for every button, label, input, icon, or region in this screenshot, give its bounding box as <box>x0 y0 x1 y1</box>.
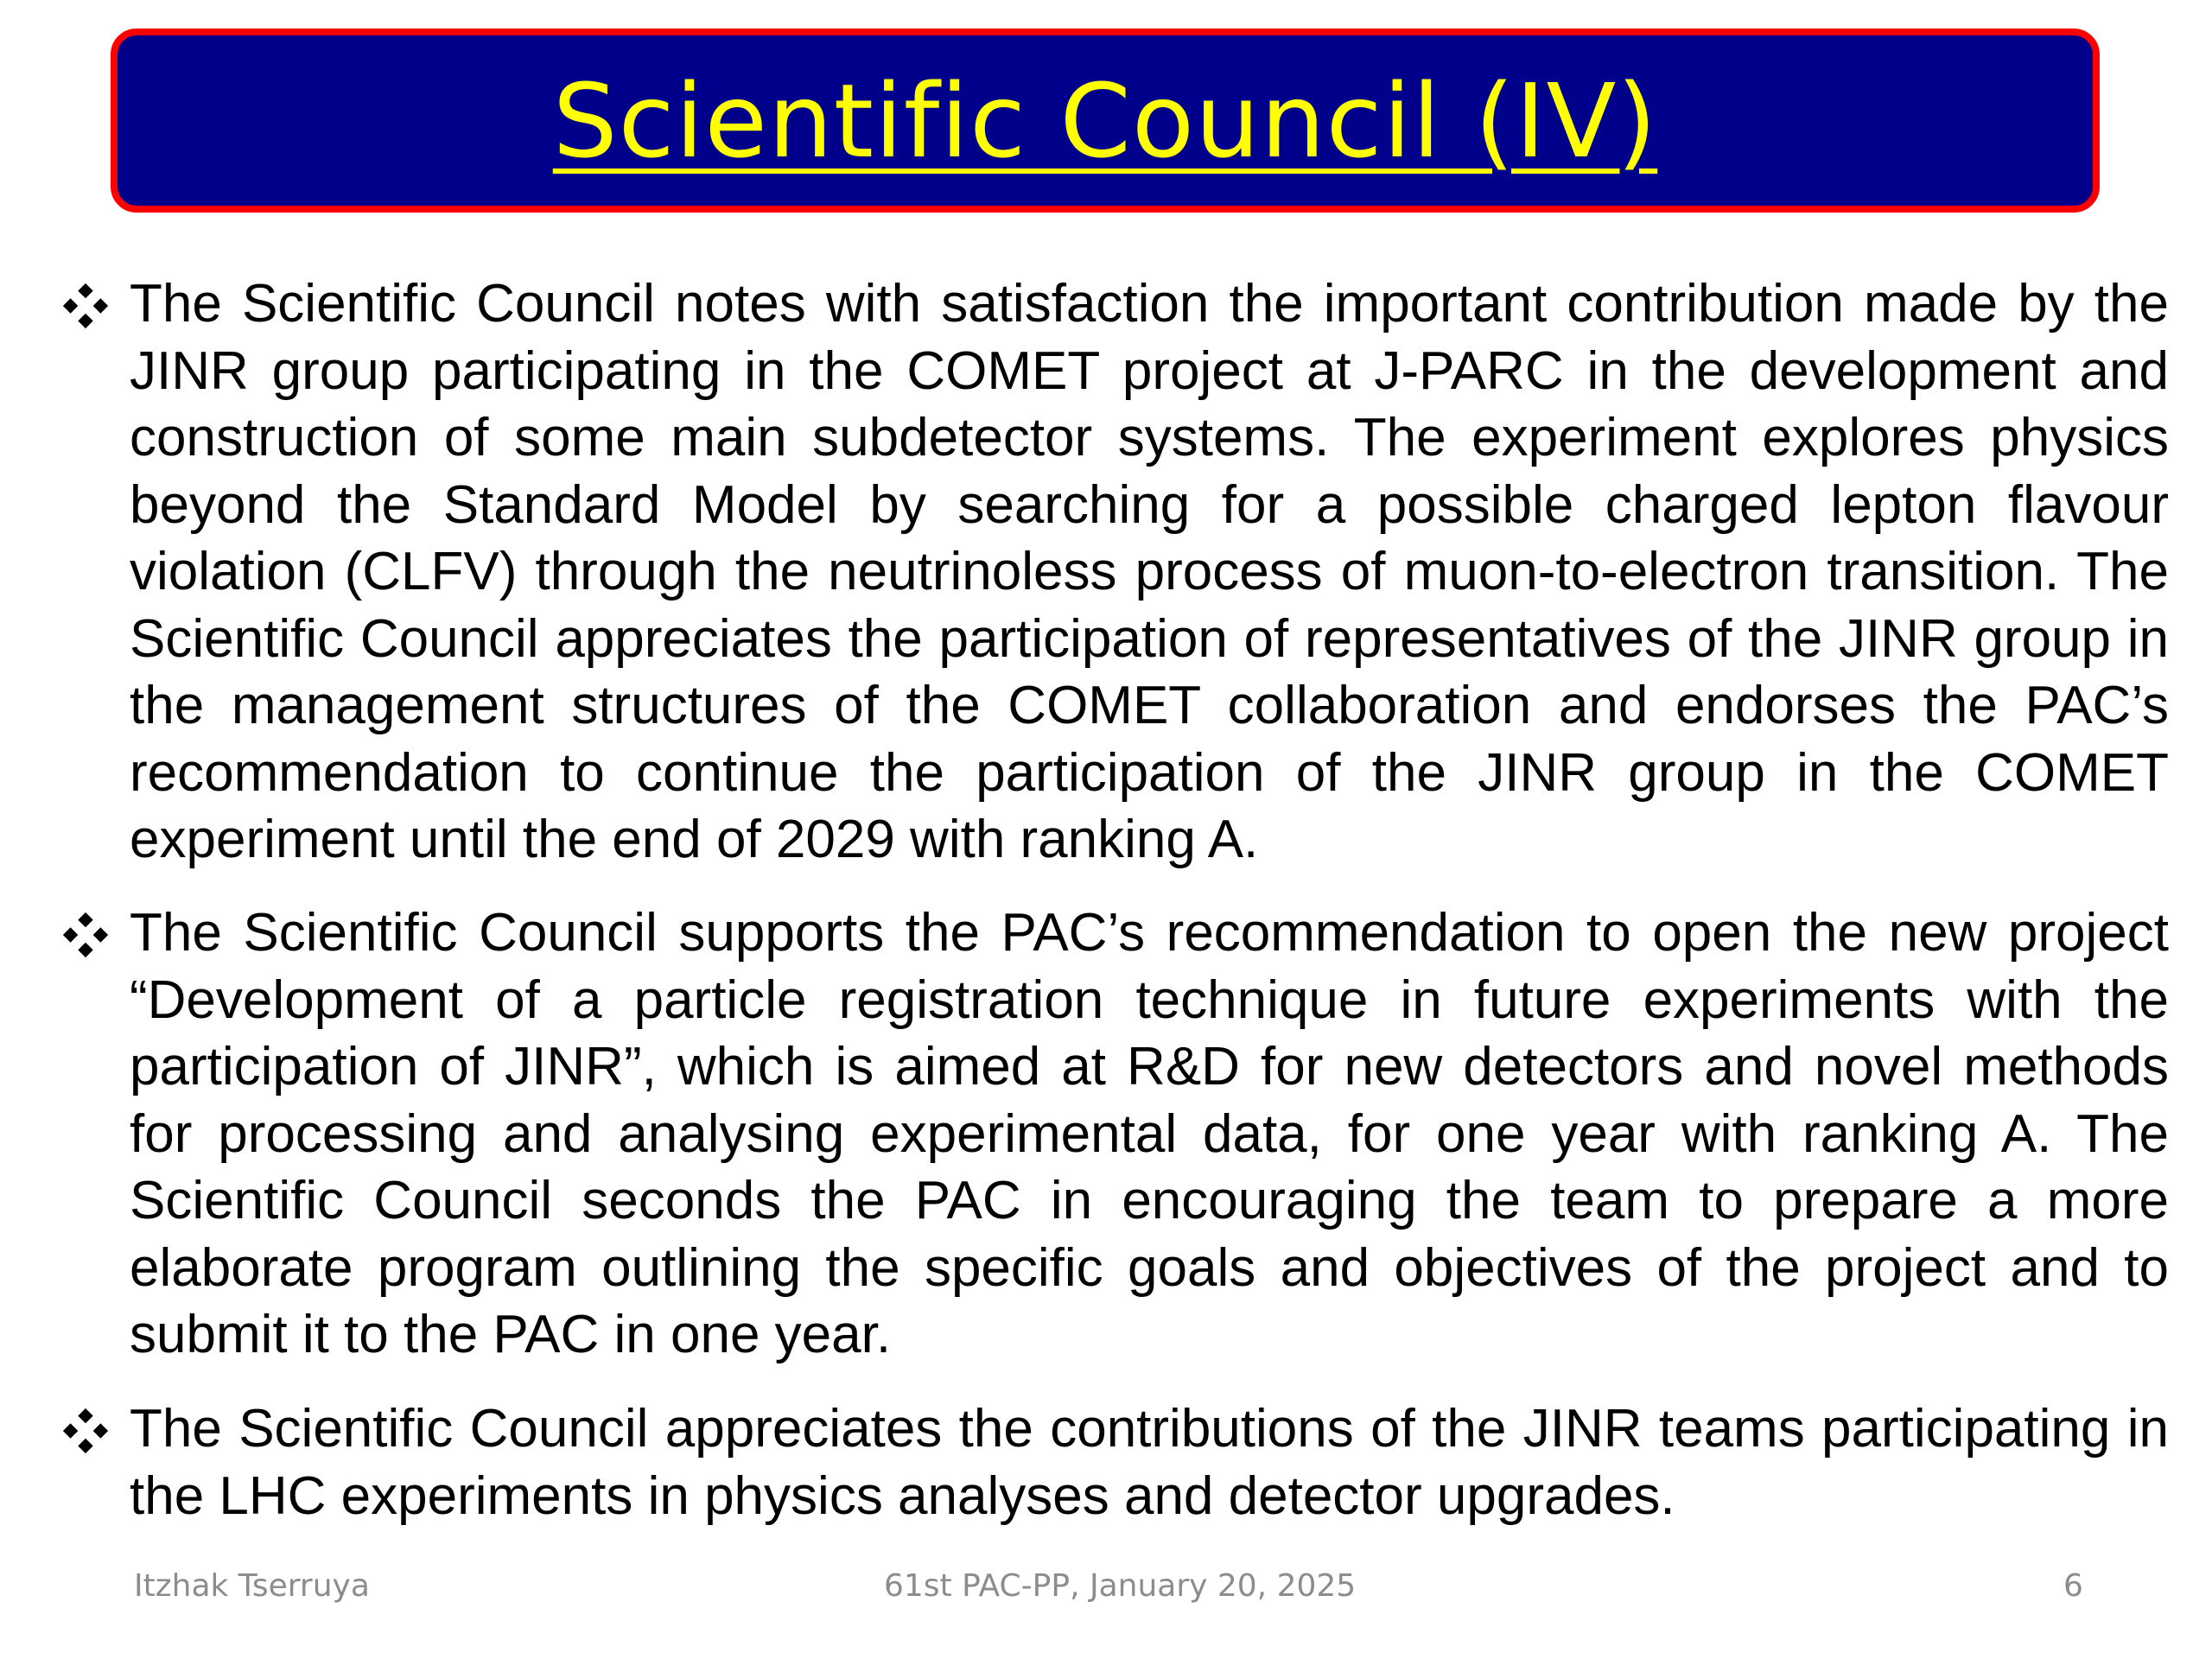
four-diamond-star-icon <box>60 281 111 331</box>
bullet-text: The Scientific Council notes with satisfaction the important contribution made by the JINR group participating in the COMET project at J-PARC in the development and construction of some main subdetector systems. The experiment explores physics beyond the Standard Model by searching for a possible charged lepton flavour violation (CLFV) through the neutrinoless process of muon-to-electron transition. The Scientific Council appreciates the participation of representatives of the JINR group in the management structures of the COMET collaboration and endorses the PAC’s recommendation to continue the participation of the JINR group in the COMET experiment until the end of 2029 with ranking A. <box>130 274 2169 869</box>
footer-event: 61st PAC-PP, January 20, 2025 <box>884 1568 1357 1604</box>
bullet-text: The Scientific Council appreciates the contributions of the JINR teams participating in the LHC experiments in physics analyses and detector upgrades. <box>130 1399 2169 1526</box>
footer-author: Itzhak Tserruya <box>134 1568 370 1604</box>
four-diamond-star-icon <box>60 1406 111 1456</box>
four-diamond-star-icon <box>60 910 111 960</box>
bullet-item <box>60 1395 2169 1529</box>
title-banner <box>111 29 2100 213</box>
slide-title: Scientific Council (IV) <box>552 60 1658 181</box>
bullet-item <box>60 270 2169 874</box>
bullet-text: The Scientific Council supports the PAC’s recommendation to open the new project “Development of a particle registration technique in future experiments with the participation of JINR”, which is aimed at R&D for new detectors and novel methods for processing and analysing experimental data, for one year with ranking A. The Scientific Council seconds the PAC in encouraging the team to prepare a more elaborate program outlining the specific goals and objectives of the project and to submit it to the PAC in one year. <box>130 903 2169 1364</box>
footer-page-number: 6 <box>2063 1568 2083 1604</box>
bullet-item <box>60 899 2169 1369</box>
